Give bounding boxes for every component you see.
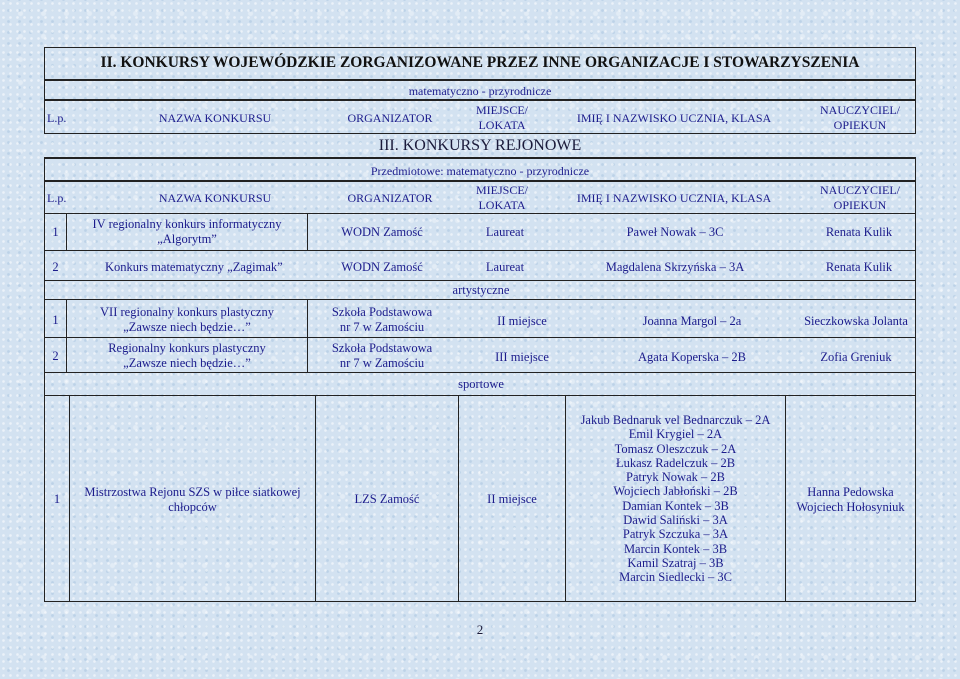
table-row-lp: 2 xyxy=(52,349,59,363)
student-name: Marcin Kontek – 3B xyxy=(623,541,728,556)
student-name: Kamil Szatraj – 3B xyxy=(627,555,724,570)
competition-name: VII regionalny konkurs plastyczny xyxy=(100,305,274,319)
header-row-2 xyxy=(44,181,916,213)
teacher: Renata Kulik xyxy=(825,260,893,274)
student: Joanna Margol – 2a xyxy=(642,314,742,328)
section3-title: III. KONKURSY REJONOWE xyxy=(378,137,582,154)
competition-name: IV regionalny konkurs informatyczny xyxy=(92,217,282,231)
place: II miejsce xyxy=(497,314,547,328)
competition-name: Konkurs matematyczny „Zagimak” xyxy=(105,260,283,274)
sports-table xyxy=(44,395,916,602)
student: Magdalena Skrzyńska – 3A xyxy=(605,260,745,274)
header-place-2: LOKATA xyxy=(478,198,526,212)
students-list xyxy=(566,413,785,585)
section2-subtitle: matematyczno - przyrodnicze xyxy=(408,84,552,98)
header-student: IMIĘ I NAZWISKO UCZNIA, KLASA xyxy=(576,191,772,205)
artistic-label: artystyczne xyxy=(452,283,510,297)
student-name: Patryk Szczuka – 3A xyxy=(622,527,729,542)
teacher: Wojciech Hołosyniuk xyxy=(796,500,905,514)
organizer: LZS Zamość xyxy=(354,492,420,506)
section3-title-box xyxy=(44,134,916,158)
organizer: nr 7 w Zamościu xyxy=(339,320,425,334)
organizer: Szkoła Podstawowa xyxy=(331,341,433,355)
place: II miejsce xyxy=(487,492,537,506)
header-student: IMIĘ I NAZWISKO UCZNIA, KLASA xyxy=(576,111,772,125)
organizer: WODN Zamość xyxy=(341,260,423,274)
header-teacher-1: NAUCZYCIEL/ xyxy=(820,183,900,197)
artistic-label-box xyxy=(44,281,916,299)
teacher: Zofia Greniuk xyxy=(820,350,892,364)
competition-name: „Zawsze niech będzie…” xyxy=(123,356,251,370)
table-row-lp: 1 xyxy=(52,225,59,239)
sports-label: sportowe xyxy=(458,377,504,391)
header-organizer: ORGANIZATOR xyxy=(347,191,433,205)
student: Agata Koperska – 2B xyxy=(638,350,746,364)
teacher: Hanna Pedowska xyxy=(807,485,894,499)
header-place-1: MIEJSCE/ xyxy=(475,183,528,197)
table-row-lp: 1 xyxy=(53,492,61,506)
header-organizer: ORGANIZATOR xyxy=(347,111,433,125)
header-name: NAZWA KONKURSU xyxy=(158,111,272,125)
header-row-1 xyxy=(44,100,916,134)
competition-name: Mistrzostwa Rejonu SZS w piłce siatkowej xyxy=(84,485,301,499)
student-name: Tomasz Oleszczuk – 2A xyxy=(614,441,737,456)
place: Laureat xyxy=(485,225,525,239)
header-place-2: LOKATA xyxy=(478,118,526,132)
competition-name: „Zawsze niech będzie…” xyxy=(123,320,251,334)
section2-subtitle-box xyxy=(44,80,916,100)
teacher: Renata Kulik xyxy=(825,225,893,239)
header-place-1: MIEJSCE/ xyxy=(475,103,528,117)
competition-name: „Algorytm” xyxy=(157,232,217,246)
place: III miejsce xyxy=(495,350,549,364)
place: Laureat xyxy=(485,260,525,274)
student-name: Jakub Bednaruk vel Bednarczuk – 2A xyxy=(580,413,771,427)
section3-table xyxy=(44,213,916,281)
student-name: Patryk Nowak – 2B xyxy=(626,470,725,485)
table-row-lp: 1 xyxy=(52,313,59,327)
header-teacher-1: NAUCZYCIEL/ xyxy=(820,103,900,117)
competition-name: chłopców xyxy=(168,500,217,514)
header-teacher-2: OPIEKUN xyxy=(833,118,887,132)
table-row-lp: 2 xyxy=(52,260,59,274)
teacher: Sieczkowska Jolanta xyxy=(804,314,908,328)
student-name: Damian Kontek – 3B xyxy=(622,498,729,513)
sports-label-box xyxy=(44,373,916,395)
section3-subtitle-box xyxy=(44,158,916,181)
header-lp: L.p. xyxy=(47,191,67,205)
student-name: Dawid Saliński – 3A xyxy=(623,513,728,528)
organizer: Szkoła Podstawowa xyxy=(331,305,433,319)
student-name: Emil Krygiel – 2A xyxy=(628,427,723,442)
artistic-table xyxy=(44,299,916,373)
section2-title: II. KONKURSY WOJEWÓDZKIE ZORGANIZOWANE PRZEZ INNE ORGANIZACJE I STOWARZYSZENIA xyxy=(100,54,860,71)
organizer: WODN Zamość xyxy=(341,225,423,239)
header-teacher-2: OPIEKUN xyxy=(833,198,887,212)
student: Paweł Nowak – 3C xyxy=(626,225,724,239)
header-lp: L.p. xyxy=(47,111,67,125)
student-name: Wojciech Jabłoński – 2B xyxy=(613,484,738,499)
student-name: Łukasz Radelczuk – 2B xyxy=(615,455,736,470)
header-name: NAZWA KONKURSU xyxy=(158,191,272,205)
organizer: nr 7 w Zamościu xyxy=(339,356,425,370)
page-number: 2 xyxy=(476,622,484,637)
student-name: Marcin Siedlecki – 3C xyxy=(619,570,732,585)
section2-title-box xyxy=(44,47,916,80)
competition-name: Regionalny konkurs plastyczny xyxy=(108,341,266,355)
section3-subtitle: Przedmiotowe: matematyczno - przyrodnicze xyxy=(370,164,590,178)
